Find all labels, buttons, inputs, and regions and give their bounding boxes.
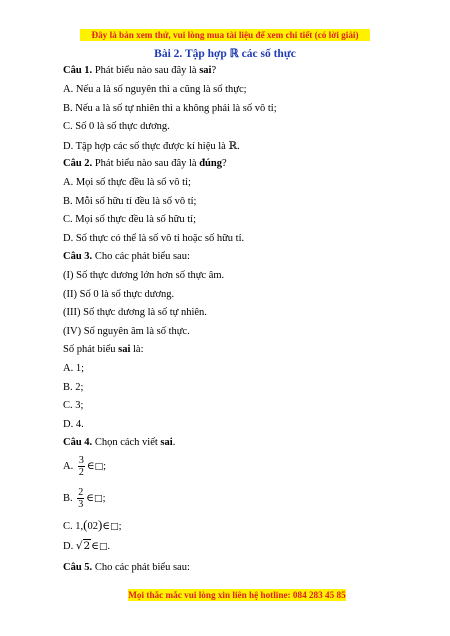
question-3 (63, 251, 190, 262)
question-label: Câu 1. (63, 65, 93, 76)
option: B. Nếu a là số tự nhiên thì a không phải là số vô tỉ; (63, 103, 277, 114)
punctuation: ; (102, 492, 106, 504)
integer-part: 1, (75, 521, 84, 532)
statement: (IV) Số nguyên âm là số thực. (63, 326, 190, 337)
question-text: Cho các phát biểu sau: (92, 562, 190, 573)
preview-banner: Đây là bản xem thử, vui lòng mua tài liệu để xem chi tiết (có lời giải) (80, 29, 370, 41)
punctuation: . (107, 541, 111, 552)
option: C. Số 0 là số thực dương. (63, 121, 170, 132)
option-letter: D. (63, 541, 74, 552)
option-b-fraction (63, 487, 105, 510)
question-4 (63, 437, 175, 448)
element-of-symbol: ∈ (86, 492, 95, 504)
option-letter: C. (63, 521, 73, 532)
option: A. Nếu a là số nguyên thì a cũng là số thực; (63, 84, 247, 95)
option: D. 4. (63, 419, 84, 430)
option: B. Mỗi số hữu tỉ đều là số vô tỉ; (63, 196, 197, 207)
statement: (III) Số thực dương là số tự nhiên. (63, 307, 207, 318)
question-text: ? (211, 65, 217, 76)
numerator: 3 (78, 455, 84, 466)
question-label: Câu 3. (63, 251, 93, 262)
lesson-title: Bài 2. Tập hợp ℝ các số thực (154, 48, 296, 60)
option-letter: B. (63, 492, 73, 504)
question-text: Phát biểu nào sau đây là (92, 65, 200, 76)
repeating-digits: 02 (87, 521, 98, 532)
element-of-symbol: ∈ (91, 541, 100, 552)
option-d-sqrt (63, 540, 110, 552)
question-text: ? (221, 158, 227, 169)
question-label: Câu 2. (63, 158, 93, 169)
question-label: Câu 5. (63, 562, 93, 573)
question-prompt (63, 344, 144, 355)
numerator: 2 (78, 487, 84, 498)
fraction (78, 455, 85, 478)
punctuation: ; (103, 460, 107, 472)
square-root: √2 (75, 540, 91, 552)
question-2 (63, 158, 227, 169)
set-symbol: □ (99, 542, 108, 552)
question-1 (63, 65, 216, 76)
punctuation: ; (118, 521, 122, 532)
question-keyword: đúng (199, 158, 222, 169)
fraction (77, 487, 84, 510)
denominator: 3 (78, 499, 84, 510)
question-text: Phát biểu nào sau đây là (92, 158, 200, 169)
set-symbol: □ (110, 522, 119, 532)
question-text: Chọn cách viết (92, 437, 161, 448)
prompt-text: Số phát biểu (63, 344, 119, 355)
option: D. Số thực có thể là số vô tỉ hoặc số hữu tỉ. (63, 233, 245, 244)
prompt-text: là: (130, 344, 144, 355)
radicand: 2 (83, 540, 91, 552)
option: A. 1; (63, 363, 84, 374)
question-keyword: sai (199, 65, 212, 76)
set-symbol: □ (94, 493, 103, 504)
element-of-symbol: ∈ (102, 521, 111, 532)
option-a-fraction (63, 455, 106, 478)
element-of-symbol: ∈ (86, 460, 95, 472)
close-paren: ) (97, 517, 103, 532)
set-symbol: □ (94, 461, 104, 472)
statement: (II) Số 0 là số thực dương. (63, 289, 175, 300)
question-label: Câu 4. (63, 437, 93, 448)
question-text: . (172, 437, 176, 448)
option: B. 2; (63, 382, 84, 393)
open-paren: ( (83, 517, 88, 532)
statement: (I) Số thực dương lớn hơn số thực âm. (63, 270, 225, 281)
hotline-banner: Mọi thắc mắc vui lòng xin liên hệ hotline: 084 283 45 85 (128, 590, 346, 600)
option-letter: A. (63, 460, 74, 472)
option: C. Mọi số thực đều là số hữu tỉ; (63, 214, 197, 225)
prompt-keyword: sai (118, 344, 131, 355)
question-text: Cho các phát biểu sau: (92, 251, 190, 262)
option: D. Tập hợp các số thực được kí hiệu là ℝ. (63, 141, 240, 152)
option: A. Mọi số thực đều là số vô tỉ; (63, 177, 191, 188)
option-c-repeating-decimal (63, 517, 122, 533)
denominator: 2 (78, 467, 84, 478)
question-5 (63, 562, 190, 573)
question-keyword: sai (160, 437, 173, 448)
option: C. 3; (63, 400, 84, 411)
